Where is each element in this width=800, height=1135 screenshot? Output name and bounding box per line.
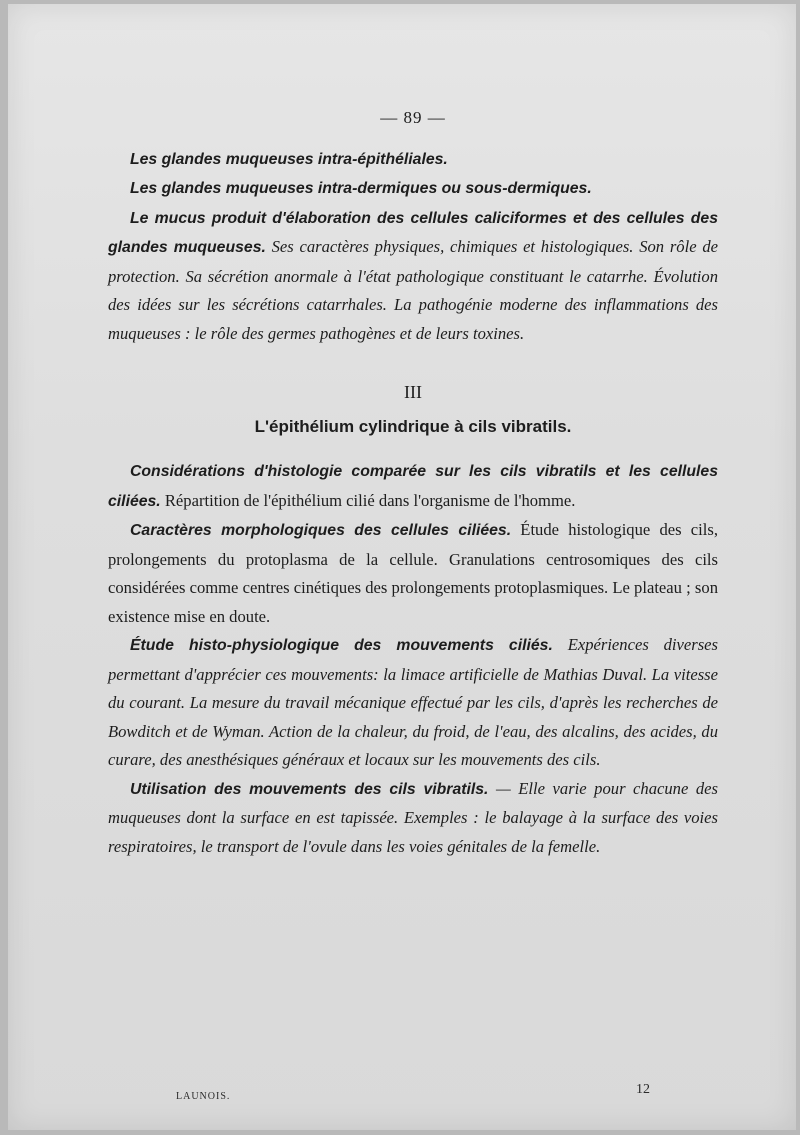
- section-number: III: [404, 382, 422, 402]
- paragraph-3-bold: Le mucus produit d'élaboration des cellules caliciformes et des cellules des glandes muqueuses.: [108, 209, 718, 256]
- footer-signature-mark: 12: [636, 1082, 650, 1097]
- paragraph-2-text: Les glandes muqueuses intra-dermiques ou sous-dermiques.: [130, 180, 592, 197]
- document-page: [8, 4, 796, 1130]
- paragraph-4-normal: Répartition de l'épithélium cilié dans l'organisme de l'homme.: [160, 490, 576, 510]
- paragraph-7-bold: Utilisation des mouvements des cils vibratils.: [130, 780, 489, 798]
- page-content: [108, 104, 718, 861]
- footer-author: LAUNOIS.: [176, 1091, 231, 1102]
- paragraph-6-italic: Expériences diverses permettant d'apprécier ces mouvements: la limace artificielle de Mathias Duval. La vitesse du courant. La mesure du travail mécanique effectué par les cils, d'après les recherches de Bowditch et de Wyman. Action de la chaleur, du froid, de l'eau, des alcalins, des acides, du curare, des anesthésiques généraux et locaux sur les mouvements des cils.: [108, 635, 718, 769]
- section-title: L'épithélium cylindrique à cils vibratils.: [254, 416, 572, 436]
- paragraph-1-text: Les glandes muqueuses intra-épithéliales.: [130, 150, 448, 168]
- paragraph-7-italic: — Elle varie pour chacune des muqueuses dont la surface en est tapissée. Exemples : le balayage à la surface des voies respiratoires, le transport de l'ovule dans les voies génitales de la femelle.: [108, 778, 719, 856]
- page-number: — 89 —: [380, 108, 446, 127]
- paragraph-3: [108, 204, 718, 349]
- paragraph-5: [108, 516, 718, 631]
- paragraph-6-bold: Étude histo-physiologique des mouvements ciliés.: [130, 637, 553, 654]
- paragraph-4: [108, 457, 718, 516]
- paragraph-2: [108, 174, 718, 204]
- paragraph-3-italic: Ses caractères physiques, chimiques et histologiques. Son rôle de protection. Sa sécrétion anormale à l'état pathologique constituant le catarrhe. Évolution des idées sur les sécrétions catarrhales. La pathogénie moderne des inflammations des muqueuses : le rôle des germes pathogènes et de leurs toxines.: [108, 237, 718, 343]
- paragraph-4-bold: Considérations d'histologie comparée sur les cils vibratils et les cellules ciliées.: [108, 463, 718, 510]
- paragraph-6: [108, 631, 718, 775]
- paragraph-7: [108, 775, 718, 862]
- paragraph-1: [108, 145, 718, 175]
- paragraph-5-normal: Étude histologique des cils, prolongements du protoplasma de la cellule. Granulations centrosomiques des cils considérées comme centres cinétiques des prolongements protoplasmiques. Le plateau ; son existence mise en doute.: [108, 520, 718, 626]
- paragraph-5-bold: Caractères morphologiques des cellules ciliées.: [130, 522, 512, 539]
